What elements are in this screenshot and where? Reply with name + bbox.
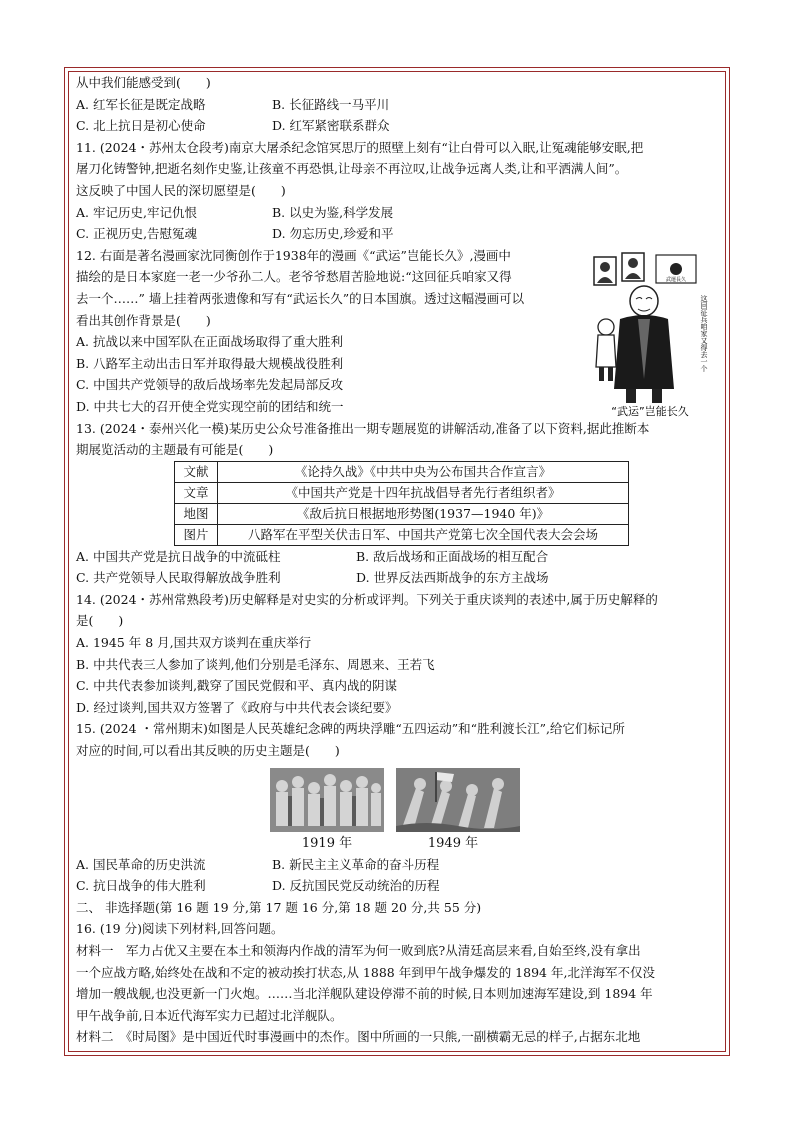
q15-option-d: D. 反抗国民党反动统治的历程 [272, 878, 440, 894]
q15-relief-images [270, 768, 720, 854]
table-key-cell: 文献 [175, 461, 218, 482]
table-row [175, 503, 629, 524]
q16-material-line1: 材料一 军力占优又主要在本土和领海内作战的清军为何一败到底?从清廷高层来看,自始至终,没有拿出 [76, 943, 641, 958]
q14-option-a: A. 1945 年 8 月,国共双方谈判在重庆举行 [76, 635, 312, 651]
table-value-cell: 《中国共产党是十四年抗战倡导者先行者组织者》 [218, 482, 629, 503]
q15-options-row1 [76, 854, 720, 876]
q13-option-c: C. 共产党领导人民取得解放战争胜利 [76, 570, 281, 586]
q14-option-d: D. 经过谈判,国共双方签署了《政府与中共代表会谈纪要》 [76, 699, 398, 715]
q13-option-b: B. 敌后战场和正面战场的相互配合 [356, 548, 549, 564]
table-row [175, 524, 629, 545]
q12-stem-line2: 描绘的是日本家庭一老一少爷孙二人。老爷爷愁眉苦脸地说:“这回征兵咱家又得 [76, 269, 512, 285]
table-row [175, 482, 629, 503]
q10-stem: 从中我们能感受到( ) [76, 75, 211, 90]
q15-options-row2 [76, 875, 720, 897]
q11-option-d: D. 勿忘历史,珍爱和平 [272, 226, 394, 242]
q13-options-row1 [76, 546, 720, 568]
q12-option-c: C. 中国共产党领导的敌后战场率先发起局部反攻 [76, 377, 344, 393]
q10-option-b: B. 长征路线一马平川 [272, 96, 390, 112]
q13-stem-line1: 13. (2024・泰州兴化一模)某历史公众号准备推出一期专题展览的讲解活动,准备了以下资料,据此推断本 [76, 420, 650, 436]
q12-stem-line1: 12. 右面是著名漫画家沈同衡创作于1938年的漫画《“武运”岂能长久》,漫画中 [76, 247, 511, 263]
q16-stem: 16. (19 分)阅读下列材料,回答问题。 [76, 921, 284, 937]
table-value-cell: 《敌后抗日根据地形势图(1937—1940 年)》 [218, 503, 629, 524]
relief-1949-caption: 1949 年 [427, 835, 479, 851]
q12-block [76, 245, 720, 418]
q11-option-b: B. 以史为鉴,科学发展 [272, 204, 394, 220]
table-key-cell: 地图 [175, 503, 218, 524]
q14-stem-line1: 14. (2024・苏州常熟段考)历史解释是对史实的分析或评判。下列关于重庆谈判的表述中,属于历史解释的 [76, 591, 658, 607]
table-value-cell: 《论持久战》《中共中央为公布国共合作宣言》 [218, 461, 629, 482]
q13-materials-table [174, 461, 629, 546]
q15-option-b: B. 新民主主义革命的奋斗历程 [272, 856, 440, 872]
q12-option-a: A. 抗战以来中国军队在正面战场取得了重大胜利 [76, 334, 343, 350]
q16-material-line5: 材料二 《时局图》是中国近代时事漫画中的杰作。图中所画的一只熊,一副横霸无忌的样子,占据东北地 [76, 1029, 641, 1045]
relief-crossing-yangtze-image [396, 768, 520, 832]
q11-option-c: C. 正视历史,告慰冤魂 [76, 226, 198, 242]
q11-option-a: A. 牢记历史,牢记仇恨 [76, 204, 197, 220]
q10-option-d: D. 红军紧密联系群众 [272, 118, 390, 134]
q12-stem-line3: 去一个……” 墙上挂着两张遗像和写有“武运长久”的日本国旗。透过这幅漫画可以 [76, 290, 525, 306]
cartoon-caption: “武运”岂能长久 [611, 404, 689, 418]
cartoon-speech-text: 这回征兵咱家又得去一个 [700, 294, 708, 372]
q10-options-row2 [76, 115, 720, 137]
relief-1919-caption: 1919 年 [301, 835, 353, 851]
q12-stem-line4: 看出其创作背景是( ) [76, 312, 211, 328]
q13-options-row2 [76, 567, 720, 589]
q10-options-row1 [76, 94, 720, 116]
table-key-cell: 图片 [175, 524, 218, 545]
table-key-cell: 文章 [175, 482, 218, 503]
q16-material-line4: 甲午战争前,日本近代海军实力已超过北洋舰队。 [76, 1007, 343, 1023]
wuyun-cartoon-image [586, 249, 714, 419]
q15-option-a: A. 国民革命的历史洪流 [76, 856, 206, 872]
q11-options-row2 [76, 223, 720, 245]
exam-content [76, 72, 720, 1048]
q13-stem-line2: 期展览活动的主题最有可能是( ) [76, 442, 274, 458]
q10-option-c: C. 北上抗日是初心使命 [76, 118, 206, 134]
q14-option-b: B. 中共代表三人参加了谈判,他们分别是毛泽东、周恩来、王若飞 [76, 656, 435, 672]
q12-option-b: B. 八路军主动出击日军并取得最大规模战役胜利 [76, 355, 344, 371]
relief-may-fourth [270, 768, 384, 854]
q11-options-row1 [76, 202, 720, 224]
q12-option-d: D. 中共七大的召开使全党实现空前的团结和统一 [76, 398, 344, 414]
section-2-heading: 二、 非选择题(第 16 题 19 分,第 17 题 16 分,第 18 题 20 分,共 55 分) [76, 899, 482, 915]
q11-stem-line1: 11. (2024・苏州太仓段考)南京大屠杀纪念馆冥思厅的照壁上刻有“让白骨可以入眠,让冤魂能够安眠,把 [76, 139, 644, 155]
relief-crossing-yangtze [396, 768, 510, 854]
table-row [175, 461, 629, 482]
q14-option-c: C. 中共代表参加谈判,戳穿了国民党假和平、真内战的阴谋 [76, 678, 398, 694]
q11-stem-line3: 这反映了中国人民的深切愿望是( ) [76, 182, 286, 198]
cartoon-flag-text: 武運長久 [665, 276, 687, 283]
relief-may-fourth-image [270, 768, 384, 832]
q15-stem-line1: 15. (2024 ・常州期末)如图是人民英雄纪念碑的两块浮雕“五四运动”和“胜利渡长江”,给它们标记所 [76, 721, 625, 737]
q10-option-a: A. 红军长征是既定战略 [76, 96, 206, 112]
q13-option-d: D. 世界反法西斯战争的东方主战场 [356, 570, 549, 586]
q16-material-line2: 一个应战方略,始终处在战和不定的被动挨打状态,从 1888 年到甲午战争爆发的 1894 年,北洋海军不仅没 [76, 964, 655, 980]
q11-stem-line2: 屠刀化铸警钟,把逝名刻作史鉴,让孩童不再恐惧,让母亲不再泣叹,让战争远离人类,让和平洒满人间”。 [76, 161, 628, 177]
q15-stem-line2: 对应的时间,可以看出其反映的历史主题是( ) [76, 743, 340, 759]
q13-option-a: A. 中国共产党是抗日战争的中流砥柱 [76, 548, 281, 564]
q14-stem-line2: 是( ) [76, 613, 124, 629]
q16-material-line3: 增加一艘战舰,也没更新一门火炮。……当北洋舰队建设停滞不前的时候,日本则加速海军建设,到 1894 年 [76, 986, 653, 1002]
q15-option-c: C. 抗日战争的伟大胜利 [76, 878, 206, 894]
table-value-cell: 八路军在平型关伏击日军、中国共产党第七次全国代表大会会场 [218, 524, 629, 545]
